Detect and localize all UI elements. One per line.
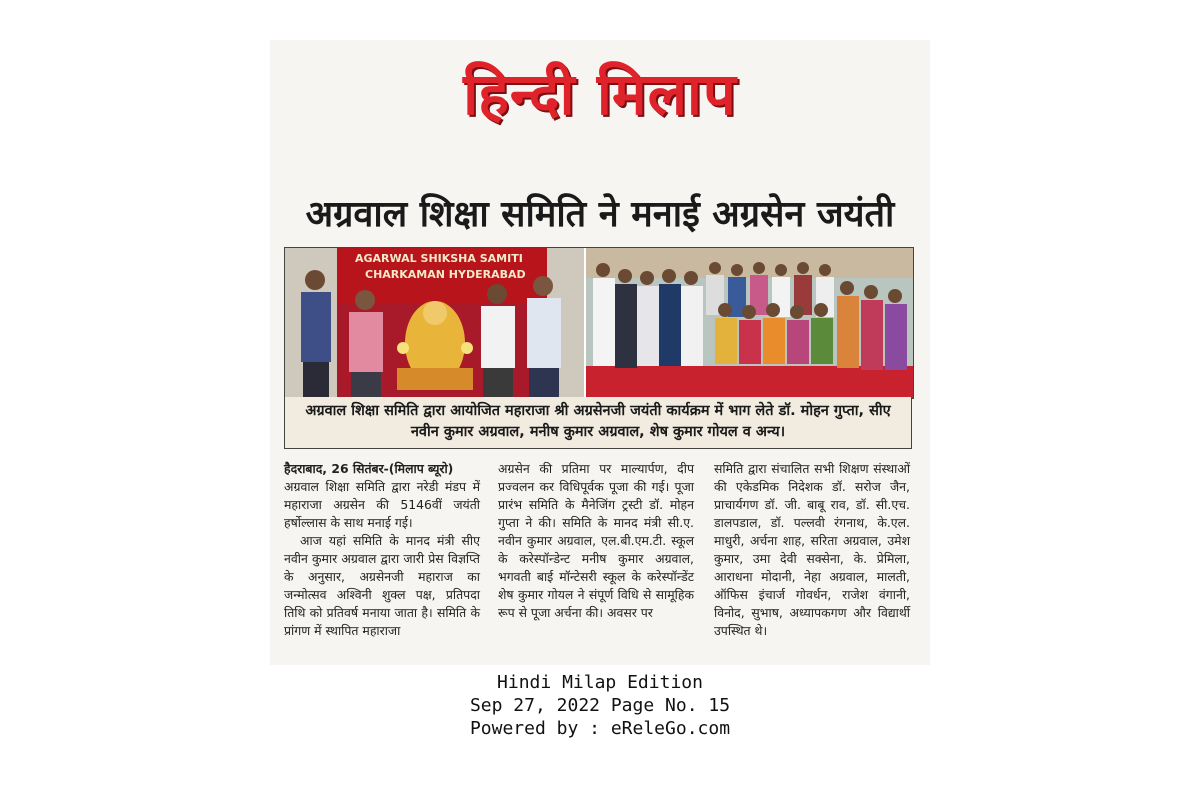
newspaper-clipping [270, 40, 930, 665]
banner-text-1: AGARWAL SHIKSHA SAMITI [355, 252, 523, 265]
dateline: हैदराबाद, 26 सितंबर-(मिलाप ब्यूरो) [284, 461, 454, 476]
edition-credits [0, 671, 1200, 740]
edition-name: Hindi Milap Edition [497, 672, 703, 693]
paragraph: समिति द्वारा संचालित सभी शिक्षण संस्थाओं की एकेडमिक निदेशक डॉ. सरोज जैन, प्राचार्यगण डॉ. जी. बाबू राव, डॉ. सी.एच. डालपडाल, डॉ. पल्लवी रंगनाथ, के.एल. माधुरी, अर्चना शाह, सरिता अग्रवाल, उमेश कुमार, उमा देवी सक्सेना, के. प्रेमिला, आराधना मोदानी, नेहा अग्रवाल, मालती, ऑफिस इंचार्ज गोवर्धन, राजेश वंगानी, विनोद, सुभाष, अध्यापकगण और विद्यार्थी उपस्थित थे। [714, 461, 910, 638]
edition-date-page: Sep 27, 2022 Page No. 15 [469, 695, 731, 716]
article-column-3 [714, 460, 910, 660]
article-column-2 [498, 460, 694, 660]
headline: अग्रवाल शिक्षा समिति ने मनाई अग्रसेन जयंती [305, 194, 895, 235]
photo-caption: अग्रवाल शिक्षा समिति द्वारा आयोजित महाराजा श्री अग्रसेनजी जयंती कार्यक्रम में भाग लेते डॉ. मोहन गुप्ता, सीए नवीन कुमार अग्रवाल, मनीष कुमार अग्रवाल, शेष कुमार गोयल व अन्य। [284, 397, 912, 449]
masthead-logo: हिन्दी मिलाप [463, 60, 737, 128]
news-photo [284, 247, 914, 399]
photo-illustration [285, 248, 913, 398]
paragraph: अग्रसेन की प्रतिमा पर माल्यार्पण, दीप प्रज्वलन कर विधिपूर्वक पूजा की गई। पूजा प्रारंभ समिति के मैनेजिंग ट्रस्टी डॉ. मोहन गुप्ता ने की। समिति के मानद मंत्री सी.ए. नवीन कुमार अग्रवाल, एल.बी.एम.टी. स्कूल के करेस्पॉन्डेन्ट मनीष कुमार अग्रवाल, भगवती बाई मॉन्टेसरी स्कूल के करेस्पॉन्डेंट शेष कुमार गोयल ने संपूर्ण विधि से सामूहिक रूप से पूजा अर्चना की। अवसर पर [498, 461, 694, 620]
powered-by: Powered by : eReleGo.com [469, 718, 731, 739]
article-column-1 [284, 460, 480, 660]
idol-pedestal [397, 368, 473, 390]
banner-text-2: CHARKAMAN HYDERABAD [365, 268, 526, 281]
paragraph: अग्रवाल शिक्षा समिति द्वारा नरेडी मंडप में महाराजा अग्रसेन की 5146वीं जयंती हर्षोल्लास के साथ मनाई गई। [284, 479, 480, 530]
red-carpet [585, 366, 913, 398]
article-body [284, 460, 912, 660]
paragraph: आज यहां समिति के मानद मंत्री सीए नवीन कुमार अग्रवाल द्वारा जारी प्रेस विज्ञप्ति के अनुसार, अग्रसेनजी महाराज का जन्मोत्सव अश्विनी शुक्ल पक्ष, प्रतिपदा तिथि को प्रतिवर्ष मनाया जाता है। समिति के प्रांगण में स्थापित महाराजा [284, 533, 480, 638]
